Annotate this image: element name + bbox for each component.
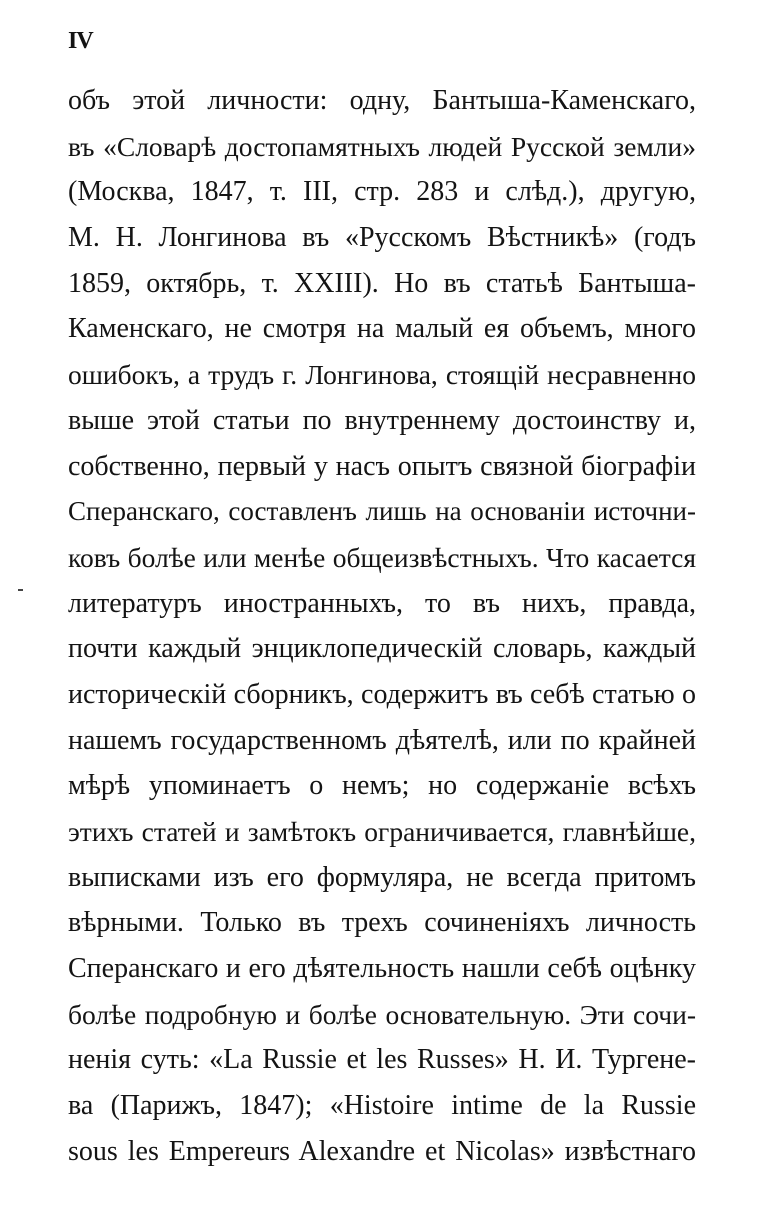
text-line: этихъ статей и замѣтокъ ограничивается, главнѣйше,	[68, 816, 696, 847]
text-line: объ этой личности: одну, Бантыша-Каменскаго,	[68, 85, 696, 116]
text-line: собственно, первый у насъ опытъ связной біографіи	[68, 450, 696, 482]
text-line: ковъ болѣе или менѣе общеизвѣстныхъ. Что касается	[68, 541, 696, 573]
text-line: вѣрными. Только въ трехъ сочиненіяхъ личность	[68, 907, 696, 939]
text-line: почти каждый энциклопедическій словарь, каждый	[68, 633, 696, 665]
text-line: ва (Парижъ, 1847); «Histoire intime de la Russie	[68, 1090, 696, 1122]
page-number: IV	[68, 28, 93, 54]
text-line: болѣе подробную и болѣе основательную. Эти сочи-	[68, 998, 696, 1030]
text-line: ненія суть: «La Russie et les Russes» Н. И. Тургене-	[68, 1044, 696, 1076]
text-line: Сперанскаго, составленъ лишь на основаніи источни-	[68, 496, 696, 527]
text-line: выписками изъ его формуляра, не всегда притомъ	[68, 861, 696, 893]
text-line: М. Н. Лонгинова въ «Русскомъ Вѣстникѣ» (годъ	[68, 222, 696, 254]
body-text	[68, 78, 696, 1175]
text-line: ошибокъ, а трудъ г. Лонгинова, стоящій несравненно	[68, 359, 696, 391]
text-line: выше этой статьи по внутреннему достоинству и,	[68, 404, 696, 436]
text-line: нашемъ государственномъ дѣятелѣ, или по крайней	[68, 724, 696, 756]
text-line: литературъ иностранныхъ, то въ нихъ, правда,	[68, 587, 696, 619]
text-line: 1859, октябрь, т. XXIII). Но въ статьѣ Бантыша-	[68, 267, 696, 299]
text-line: Каменскаго, не смотря на малый ея объемъ, много	[68, 313, 696, 345]
margin-mark	[18, 589, 23, 591]
text-line: (Москва, 1847, т. III, стр. 283 и слѣд.), другую,	[68, 176, 696, 208]
text-line: Сперанскаго и его дѣятельность нашли себѣ оцѣнку	[68, 953, 696, 985]
text-line: мѣрѣ упоминаетъ о немъ; но содержаніе всѣхъ	[68, 770, 696, 802]
text-line: въ «Словарѣ достопамятныхъ людей Русской земли»	[68, 130, 696, 162]
text-line: sous les Empereurs Alexandre et Nicolas» извѣстнаго	[68, 1135, 696, 1167]
text-line: историческій сборникъ, содержитъ въ себѣ статью о	[68, 678, 696, 710]
